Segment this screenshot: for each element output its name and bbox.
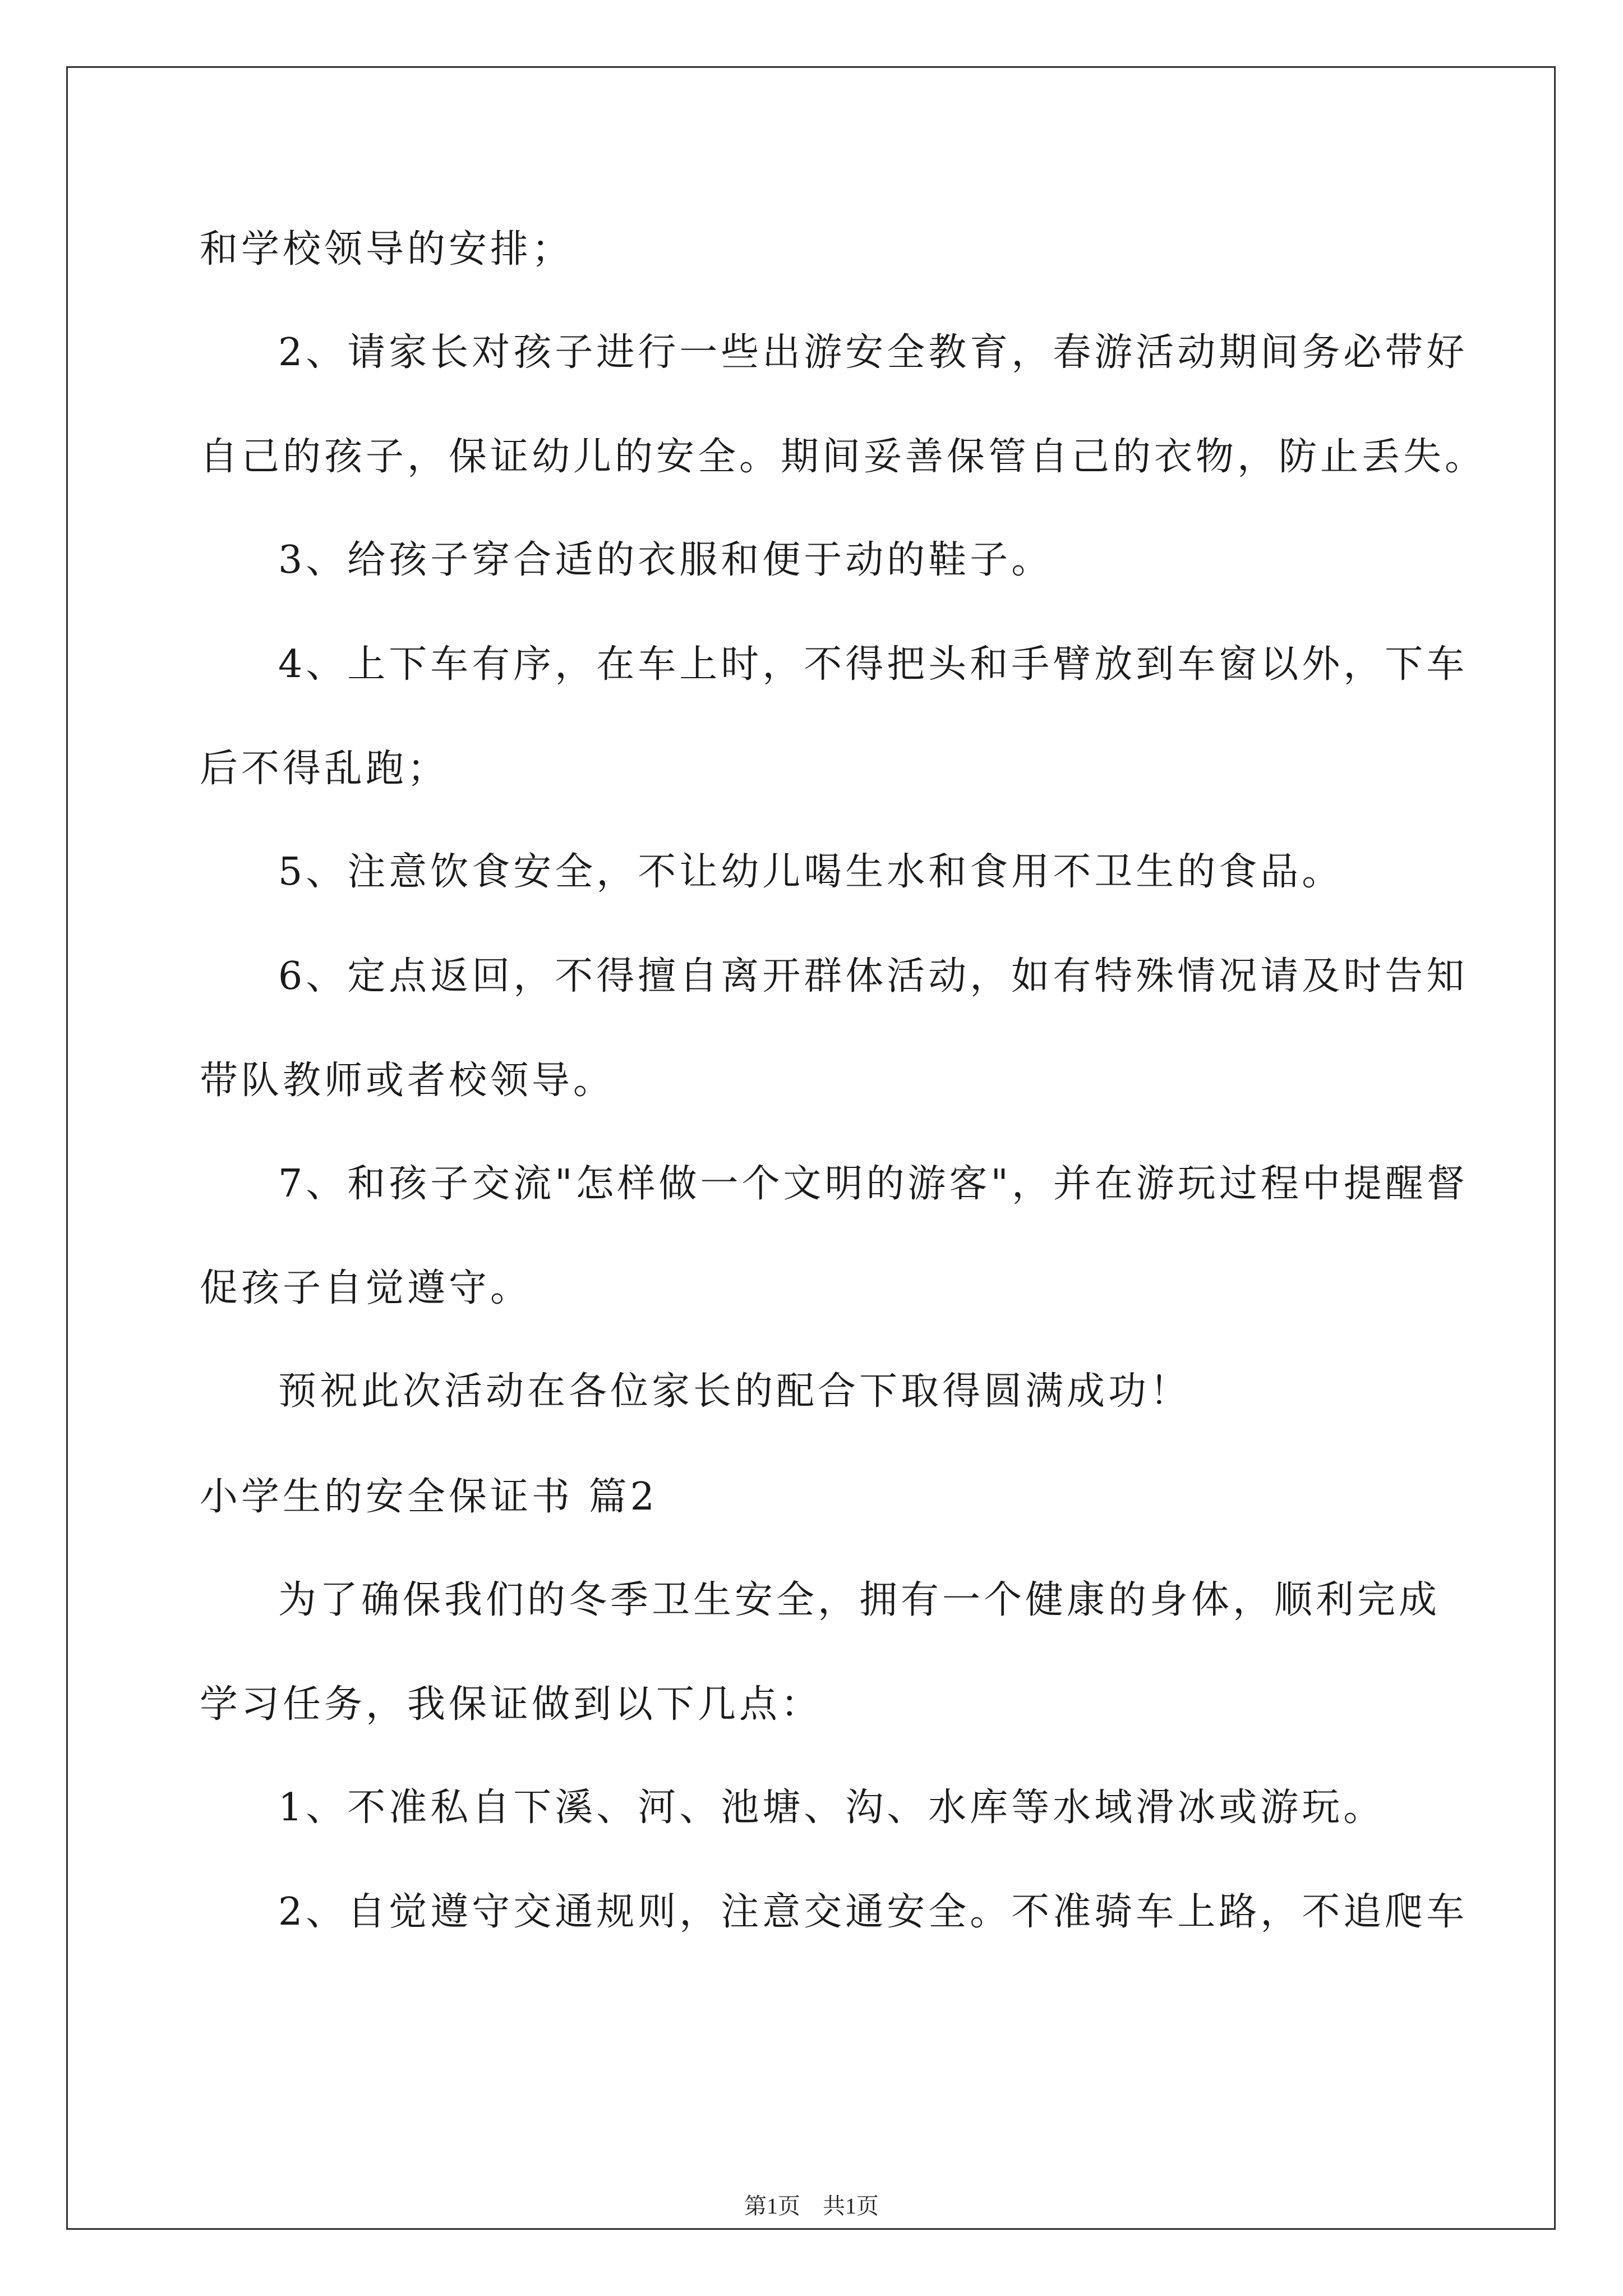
text-line: 7、和孩子交流"怎样做一个文明的游客"，并在游玩过程中提醒督 <box>278 1162 1468 1206</box>
page-number: 第1页 共1页 <box>744 2193 879 2219</box>
text-line: 预祝此次活动在各位家长的配合下取得圆满成功！ <box>278 1369 1192 1414</box>
text-line: 带队教师或者校领导。 <box>200 1059 615 1103</box>
text-line: 1、不准私自下溪、河、池塘、沟、水库等水域滑冰或游玩。 <box>278 1786 1385 1830</box>
text-line: 自己的孩子，保证幼儿的安全。期间妥善保管自己的衣物，防止丢失。 <box>200 435 1487 479</box>
text-line: 3、给孩子穿合适的衣服和便于动的鞋子。 <box>278 538 1053 582</box>
text-line: 5、注意饮食安全，不让幼儿喝生水和食用不卫生的食品。 <box>278 850 1344 894</box>
text-line: 4、上下车有序，在车上时，不得把头和手臂放到车窗以外，下车 <box>278 642 1468 687</box>
section-heading: 小学生的安全保证书 篇2 <box>200 1475 658 1519</box>
text-line: 和学校领导的安排； <box>200 227 574 272</box>
text-line: 2、请家长对孩子进行一些出游安全教育，春游活动期间务必带好 <box>278 330 1468 375</box>
text-line: 促孩子自觉遵守。 <box>200 1266 532 1310</box>
text-line: 为了确保我们的冬季卫生安全，拥有一个健康的身体，顺利完成 <box>278 1578 1441 1622</box>
text-line: 6、定点返回，不得擅自离开群体活动，如有特殊情况请及时告知 <box>278 954 1468 999</box>
text-line: 2、自觉遵守交通规则，注意交通安全。不准骑车上路，不追爬车 <box>278 1890 1468 1934</box>
text-line: 学习任务，我保证做到以下几点： <box>200 1682 823 1727</box>
text-line: 后不得乱跑； <box>200 747 449 791</box>
